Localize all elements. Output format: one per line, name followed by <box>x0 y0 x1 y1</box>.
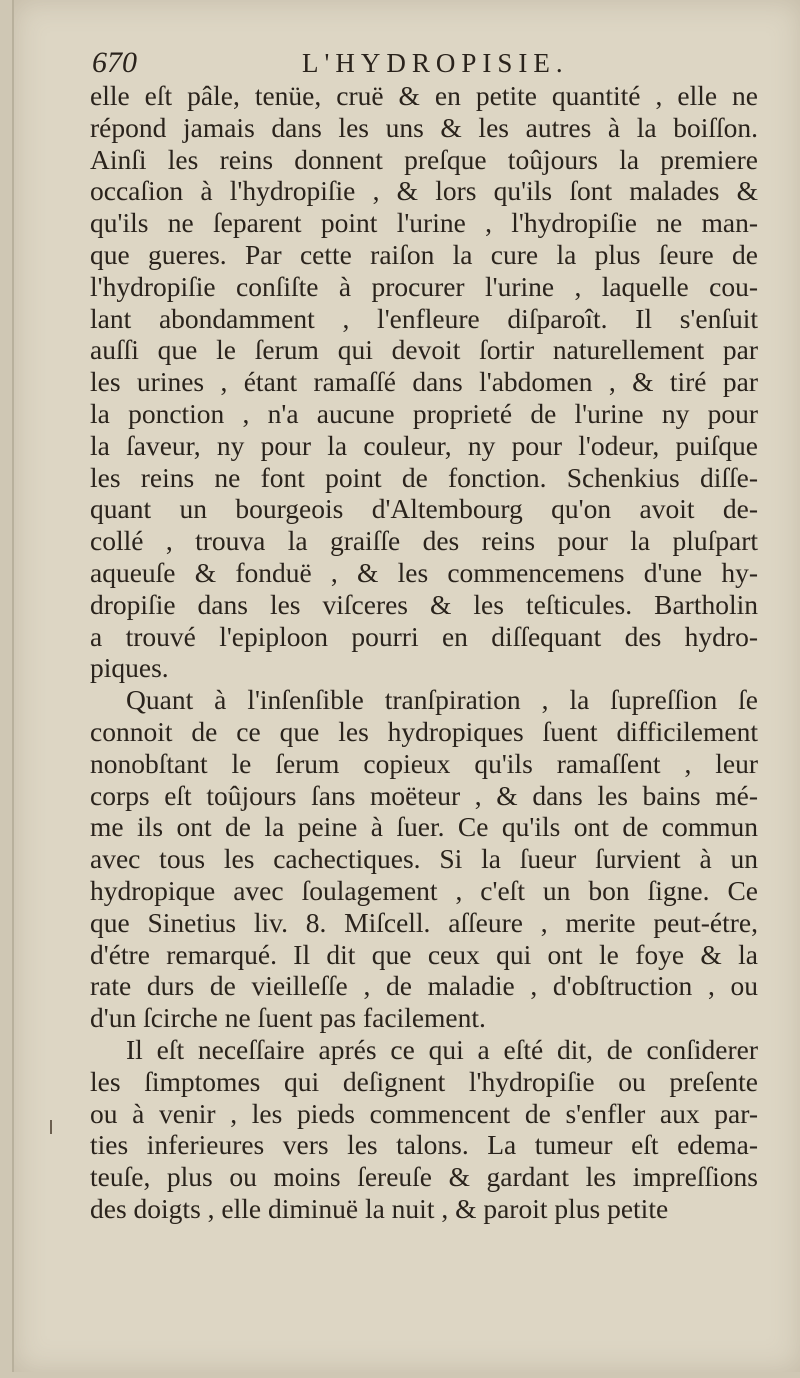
text-line: d'étre remarqué. Il dit que ceux qui ont le foye & la <box>90 938 758 970</box>
page-number: 670 <box>92 46 137 79</box>
text-line: teuſe, plus ou moins ſereuſe & gardant les impreſſions <box>90 1161 758 1193</box>
text-line: ou à venir , les pieds commencent de s'enfler aux par- <box>90 1097 758 1129</box>
text-line: que Sinetius liv. 8. Miſcell. aſſeure , merite peut-étre, <box>90 906 758 938</box>
text-line: connoit de ce que les hydropiques ſuent difficilement <box>90 715 758 747</box>
text-line: avec tous les cachectiques. Si la ſueur ſurvient à un <box>90 843 758 875</box>
text-line: Ainſi les reins donnent preſque toûjours la premiere <box>90 143 758 175</box>
text-line: aqueuſe & fonduë , & les commencemens d'une hy- <box>90 556 758 588</box>
text-line: la ſaveur, ny pour la couleur, ny pour l'odeur, puiſque <box>90 429 758 461</box>
text-line: les urines , étant ramaſſé dans l'abdomen , & tiré par <box>90 366 758 398</box>
text-line: rate durs de vieilleſſe , de maladie , d'obſtruction , ou <box>90 970 758 1002</box>
text-line: l'hydropiſie conſiſte à procurer l'urine , laquelle cou- <box>90 270 758 302</box>
text-line: ties inferieures vers les talons. La tumeur eſt edema- <box>90 1129 758 1161</box>
text-line: Quant à l'inſenſible tranſpiration , la ſupreſſion ſe <box>126 684 758 716</box>
text-line: lant abondamment , l'enfleure diſparoît. Il s'enſuit <box>90 302 758 334</box>
text-line: collé , trouva la graiſſe des reins pour la pluſpart <box>90 525 758 557</box>
paragraph <box>90 1034 758 1225</box>
text-line: hydropique avec ſoulagement , c'eſt un bon ſigne. Ce <box>90 874 758 906</box>
text-line: nonobſtant le ſerum copieux qu'ils ramaſſent , leur <box>90 747 758 779</box>
text-line: que gueres. Par cette raiſon la cure la plus ſeure de <box>90 238 758 270</box>
text-line: la ponction , n'a aucune proprieté de l'urine ny pour <box>90 397 758 429</box>
text-line: d'un ſcirche ne ſuent pas facilement. <box>90 1002 486 1034</box>
text-line: occaſion à l'hydropiſie , & lors qu'ils ſont malades & <box>90 175 758 207</box>
paragraph <box>90 80 758 684</box>
text-line: a trouvé l'epiploon pourri en diſſequant des hydro- <box>90 620 758 652</box>
text-line: répond jamais dans les uns & les autres à la boiſſon. <box>90 111 758 143</box>
running-title: L'HYDROPISIE. <box>302 48 569 78</box>
text-line: elle eſt pâle, tenüe, cruë & en petite quantité , elle ne <box>90 80 758 111</box>
text-line: auſſi que le ſerum qui devoit ſortir naturellement par <box>90 334 758 366</box>
text-line: quant un bourgeois d'Altembourg qu'on avoit de- <box>90 493 758 525</box>
text-line: me ils ont de la peine à ſuer. Ce qu'ils ont de commun <box>90 811 758 843</box>
text-line: dropiſie dans les viſceres & les teſticules. Bartholin <box>90 588 758 620</box>
text-line: les ſimptomes qui deſignent l'hydropiſie ou preſente <box>90 1065 758 1097</box>
margin-mark <box>50 1120 52 1134</box>
paragraph <box>90 684 758 1034</box>
text-line: les reins ne font point de fonction. Schenkius diſſe- <box>90 461 758 493</box>
text-line: corps eſt toûjours ſans moëteur , & dans les bains mé- <box>90 779 758 811</box>
text-line: piques. <box>90 652 169 684</box>
text-line: qu'ils ne ſeparent point l'urine , l'hydropiſie ne man- <box>90 207 758 239</box>
book-page <box>12 0 800 1372</box>
text-line: des doigts , elle diminuë la nuit , & paroit plus petite <box>90 1192 669 1224</box>
text-line: Il eſt neceſſaire aprés ce qui a eſté dit, de conſiderer <box>126 1033 758 1065</box>
page-body <box>90 80 758 1225</box>
